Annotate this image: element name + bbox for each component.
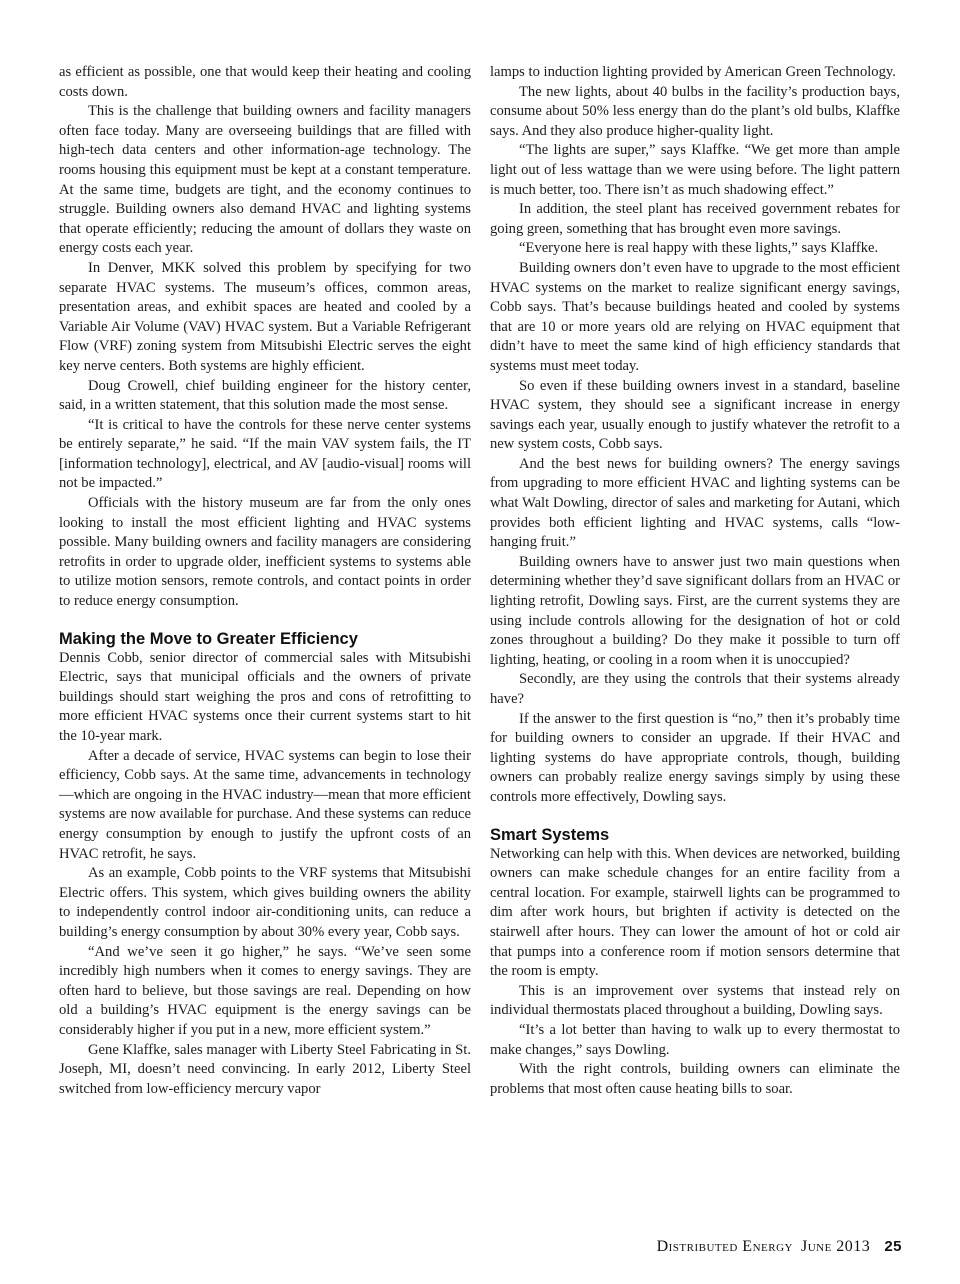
paragraph: Building owners don’t even have to upgrade to the most efficient HVAC systems on the market to realize significant energy savings, Cobb says. That’s because buildings heated and cooled by systems that are 10 or more years old are relying on HVAC equipment that didn’t have to meet the same kind of high efficiency standards that systems must meet today.	[490, 259, 900, 374]
page-number: 25	[884, 1238, 902, 1255]
paragraph: Networking can help with this. When devices are networked, building owners can make schedule changes for an entire facility from a central location. For example, stairwell lights can be programmed to dim after work hours, but brighten if activity is detected on the stairwell after hours. They can lower the amount of hot or cold air that pumps into a conference room if motion sensors determine that the room is empty.	[490, 845, 900, 980]
paragraph: In Denver, MKK solved this problem by specifying for two separate HVAC systems. The museum’s offices, common areas, presentation areas, and exhibit spaces are heated and cooled by a Variable Air Volume (VAV) HVAC system. But a Variable Refrigerant Flow (VRF) zoning system from Mitsubishi Electric serves the eight key nerve centers. Both systems are highly efficient.	[59, 259, 471, 374]
paragraph: “It’s a lot better than having to walk up to every thermostat to make changes,” says Dowling.	[490, 1021, 900, 1058]
paragraph: Secondly, are they using the controls that their systems already have?	[490, 671, 900, 707]
paragraph: So even if these building owners invest in a standard, baseline HVAC system, they should see a significant increase in energy savings each year, usually enough to justify whatever the retrofit to a new system costs, Cobb says.	[490, 377, 900, 453]
paragraph: As an example, Cobb points to the VRF systems that Mitsubishi Electric offers. This system, which gives building owners the ability to independently control indoor air-conditioning units, can reduce a building’s energy consumption by about 30% every year, Cobb says.	[59, 865, 471, 940]
section-heading: Making the Move to Greater Efficiency	[59, 629, 358, 648]
paragraph: “And we’ve seen it go higher,” he says. “We’ve seen some incredibly high numbers when it comes to energy savings. They are often hard to believe, but those savings are real. Depending on how old a building’s HVAC equipment is the energy savings can be considerably higher if you put in a new, more efficient system.”	[59, 943, 471, 1038]
paragraph: “The lights are super,” says Klaffke. “We get more than ample light out of less wattage than we were using before. The light pattern is much better, too. There isn’t as much shadowing effect.”	[490, 142, 900, 198]
publication-name: Distributed Energy	[656, 1238, 793, 1255]
paragraph: “It is critical to have the controls for these nerve center systems be entirely separate,” he said. “If the main VAV system fails, the IT [information technology], electrical, and AV [audio-visual] rooms will not be impacted.”	[59, 416, 471, 492]
paragraph: “Everyone here is real happy with these lights,” says Klaffke.	[519, 240, 879, 257]
paragraph: Building owners have to answer just two main questions when determining whether they’d save significant dollars from an HVAC or lighting retrofit, Dowling says. First, are the current systems they are using include controls allowing for the designation of hot or cold zones throughout a building? Do they make it possible to turn off lighting, heating, or cooling in a room when it is unoccupied?	[490, 553, 900, 668]
page-footer	[600, 1238, 902, 1256]
paragraph: With the right controls, building owners can eliminate the problems that most often cause heating bills to soar.	[490, 1061, 900, 1097]
paragraph: In addition, the steel plant has received government rebates for going green, something that has brought even more savings.	[490, 201, 900, 237]
paragraph: Officials with the history museum are far from the only ones looking to install the most efficient lighting and HVAC systems possible. Many building owners and facility managers are considering retrofits in order to upgrade older, inefficient systems to systems able to utilize motion sensors, remote controls, and contact points in order to reduce energy consumption.	[59, 495, 471, 610]
paragraph: This is the challenge that building owners and facility managers often face today. Many are overseeing buildings that are filled with high-tech data centers and other information-age technology. The rooms housing this equipment must be kept at a constant temperature. At the same time, budgets are tight, and the economy continues to struggle. Building owners also demand HVAC and lighting systems that operate efficiently; reducing the amount of dollars they waste on energy costs each year.	[59, 103, 471, 257]
paragraph: lamps to induction lighting provided by American Green Technology.	[490, 64, 896, 80]
paragraph: as efficient as possible, one that would keep their heating and cooling costs down.	[59, 64, 471, 100]
issue-date: June 2013	[800, 1238, 871, 1255]
paragraph: The new lights, about 40 bulbs in the facility’s production bays, consume about 50% less energy than do the plant’s old bulbs, Klaffke says. And they also produce higher-quality light.	[490, 83, 900, 139]
paragraph: After a decade of service, HVAC systems can begin to lose their efficiency, Cobb says. At the same time, advancements in technology—which are ongoing in the HVAC industry—mean that more efficient systems are now available for purchase. And these systems can reduce energy consumption by enough to justify the upfront costs of an HVAC retrofit, he says.	[59, 747, 471, 862]
left-column	[59, 63, 471, 1099]
paragraph: Gene Klaffke, sales manager with Liberty Steel Fabricating in St. Joseph, MI, doesn’t need convincing. In early 2012, Liberty Steel switched from low-efficiency mercury vapor	[59, 1041, 471, 1097]
paragraph: Dennis Cobb, senior director of commercial sales with Mitsubishi Electric, says that municipal officials and the owners of private buildings should start weighing the pros and cons of retrofitting to more efficient HVAC systems once their current systems start to hit the 10-year mark.	[59, 649, 471, 744]
right-column	[490, 63, 900, 1099]
paragraph: If the answer to the first question is “no,” then it’s probably time for building owners to consider an upgrade. If their HVAC and lighting systems do have appropriate controls, though, building owners can probably realize energy savings simply by using these controls more effectively, Dowling says.	[490, 710, 900, 805]
section-heading: Smart Systems	[490, 825, 610, 844]
paragraph: And the best news for building owners? The energy savings from upgrading to more efficient HVAC and lighting systems can be what Walt Dowling, director of sales and marketing for Autani, which provides both efficient lighting and HVAC systems, calls “low-hanging fruit.”	[490, 455, 900, 551]
paragraph: This is an improvement over systems that instead rely on individual thermostats placed throughout a building, Dowling says.	[490, 982, 900, 1019]
paragraph: Doug Crowell, chief building engineer for the history center, said, in a written statement, that this solution made the most sense.	[59, 377, 471, 414]
